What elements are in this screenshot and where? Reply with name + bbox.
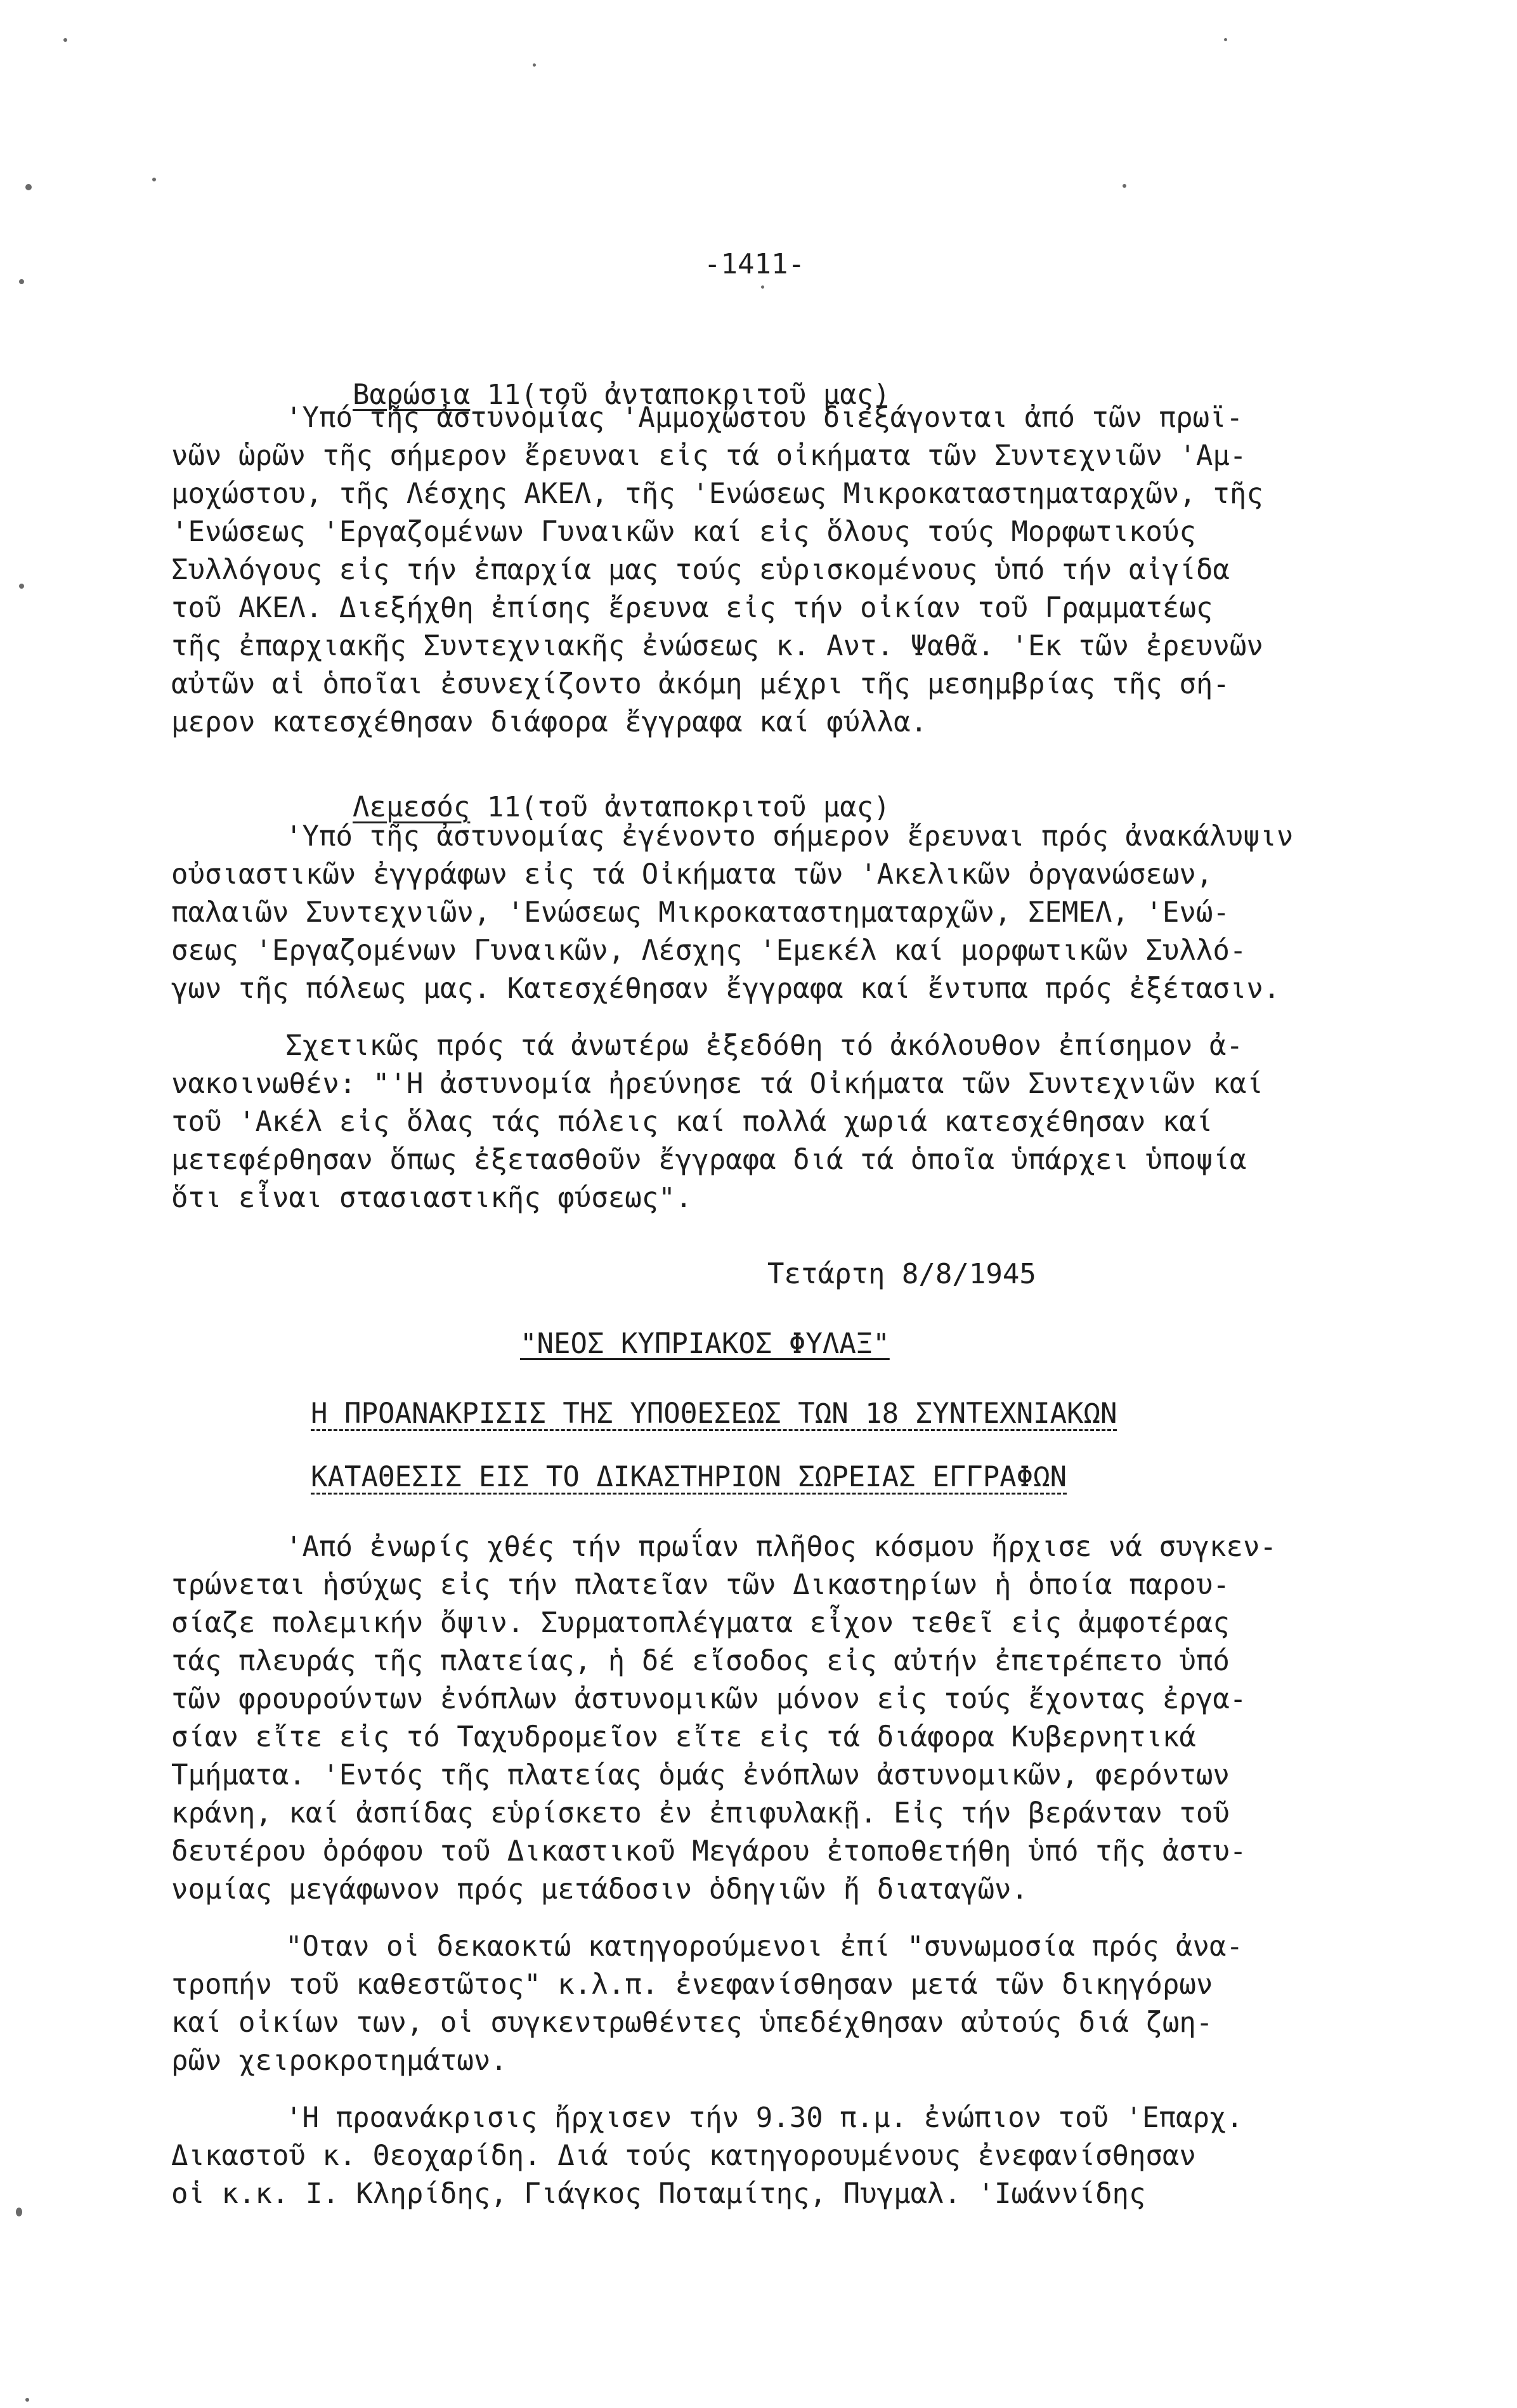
scan-speck	[1123, 184, 1126, 188]
headline-line: Η ΠΡΟΑΝΑΚΡΙΣΙΣ ΤΗΣ ΥΠΟΘΕΣΕΩΣ ΤΩΝ 18 ΣΥΝΤΕΧΝΙΑΚΩΝ	[311, 1397, 1117, 1430]
scan-speck	[533, 63, 536, 67]
text-line: 'Από ἐνωρίς χθές τήν πρωΐαν πλῆθος κόσμου ἤρχισε νά συγκεν-	[285, 1531, 1277, 1563]
text-line: ὅτι εἶναι στασιαστικῆς φύσεως".	[171, 1182, 693, 1214]
text-line: νῶν ὡρῶν τῆς σήμερον ἔρευναι εἰς τά οἰκήματα τῶν Συντεχνιῶν 'Αμ-	[171, 440, 1247, 472]
scan-speck	[19, 279, 24, 284]
dateline: Βαρώσια	[352, 379, 471, 411]
text-line: σεως 'Εργαζομένων Γυναικῶν, Λέσχης 'Εμεκέλ καί μορφωτικῶν Συλλό-	[171, 934, 1247, 967]
text-line: 'Η προανάκρισις ἤρχισεν τήν 9.30 π.μ. ἐνώπιον τοῦ 'Επαρχ.	[285, 2102, 1243, 2134]
text-line: νομίας μεγάφωνον πρός μετάδοσιν ὁδηγιῶν ἤ διαταγῶν.	[171, 1873, 1029, 1906]
text-line: οὐσιαστικῶν ἐγγράφων εἰς τά Οἰκήματα τῶν 'Ακελικῶν ὀργανώσεων,	[171, 858, 1213, 891]
scan-speck	[63, 38, 67, 42]
text-line: τῶν φρουρούντων ἐνόπλων ἀστυνομικῶν μόνον εἰς τούς ἔχοντας ἐργα-	[171, 1683, 1247, 1715]
text-line: αὐτῶν αἱ ὁποῖαι ἐσυνεχίζοντο ἀκόμη μέχρι τῆς μεσημβρίας τῆς σή-	[171, 668, 1230, 700]
text-line: τάς πλευράς τῆς πλατείας, ἡ δέ εἴσοδος εἰς αὐτήν ἐπετρέπετο ὑπό	[171, 1645, 1230, 1677]
scan-speck	[16, 2208, 22, 2216]
text-line: μετεφέρθησαν ὅπως ἐξετασθοῦν ἔγγραφα διά τά ὁποῖα ὑπάρχει ὑποψία	[171, 1144, 1247, 1176]
text-line: νακοινωθέν: "'Η ἀστυνομία ἠρεύνησε τά Οἰκήματα τῶν Συντεχνιῶν καί	[171, 1068, 1263, 1100]
text-line: τοῦ ΑΚΕΛ. Διεξήχθη ἐπίσης ἔρευνα εἰς τήν οἰκίαν τοῦ Γραμματέως	[171, 592, 1213, 624]
text-line: οἱ κ.κ. Ι. Κληρίδης, Γιάγκος Ποταμίτης, Πυγμαλ. 'Ιωάννίδης	[171, 2178, 1146, 2210]
scan-speck	[761, 285, 764, 289]
text-line: σίαζε πολεμικήν ὄψιν. Συρματοπλέγματα εἶχον τεθεῖ εἰς ἀμφοτέρας	[171, 1607, 1230, 1639]
page-number: -1411-	[704, 248, 805, 280]
text-line: 'Υπό τῆς ἀστυνομίας ἐγένοντο σήμερον ἔρευναι πρός ἀνακάλυψιν	[285, 820, 1294, 853]
text-line: δευτέρου ὀρόφου τοῦ Δικαστικοῦ Μεγάρου ἐτοποθετήθη ὑπό τῆς ἀστυ-	[171, 1835, 1247, 1868]
text-line: παλαιῶν Συντεχνιῶν, 'Ενώσεως Μικροκαταστηματαρχῶν, ΣΕΜΕΛ, 'Ενώ-	[171, 896, 1230, 929]
text-line: 'Ενώσεως 'Εργαζομένων Γυναικῶν καί εἰς ὅλους τούς Μορφωτικούς	[171, 516, 1196, 548]
text-line: τροπήν τοῦ καθεστῶτος" κ.λ.π. ἐνεφανίσθησαν μετά τῶν δικηγόρων	[171, 1968, 1213, 2001]
text-line: Τμήματα. 'Εντός τῆς πλατείας ὁμάς ἐνόπλων ἀστυνομικῶν, φερόντων	[171, 1759, 1230, 1791]
source-note: 11(τοῦ ἀνταποκριτοῦ μας)	[470, 379, 890, 411]
headline-line: ΚΑΤΑΘΕΣΙΣ ΕΙΣ ΤΟ ΔΙΚΑΣΤΗΡΙΟΝ ΣΩΡΕΙΑΣ ΕΓΓΡΑΦΩΝ	[311, 1461, 1067, 1493]
scan-speck	[25, 184, 32, 190]
text-line: καί οἰκίων των, οἱ συγκεντρωθέντες ὑπεδέχθησαν αὐτούς διά ζωη-	[171, 2006, 1213, 2039]
text-line: τοῦ 'Ακέλ εἰς ὅλας τάς πόλεις καί πολλά χωριά κατεσχέθησαν καί	[171, 1106, 1213, 1138]
date-line: Τετάρτη 8/8/1945	[767, 1258, 1036, 1290]
source-note: 11(τοῦ ἀνταποκριτοῦ μας)	[470, 791, 890, 823]
text-line: Δικαστοῦ κ. Θεοχαρίδη. Διά τούς κατηγορουμένους ἐνεφανίσθησαν	[171, 2140, 1196, 2172]
scan-speck	[19, 584, 24, 589]
text-line: γων τῆς πόλεως μας. Κατεσχέθησαν ἔγγραφα καί ἔντυπα πρός ἐξέτασιν.	[171, 972, 1280, 1005]
text-line: "Οταν οἱ δεκαοκτώ κατηγορούμενοι ἐπί "συνωμοσία πρός ἀνα-	[285, 1930, 1243, 1963]
dateline: Λεμεσός	[352, 791, 471, 823]
text-line: μοχώστου, τῆς Λέσχης ΑΚΕΛ, τῆς 'Ενώσεως Μικροκαταστηματαρχῶν, τῆς	[171, 478, 1263, 510]
text-line: κράνη, καί ἀσπίδας εὑρίσκετο ἐν ἐπιφυλακῇ. Εἰς τήν βεράνταν τοῦ	[171, 1797, 1230, 1829]
scan-speck	[152, 178, 156, 181]
text-line: τρώνεται ἡσύχως εἰς τήν πλατεῖαν τῶν Δικαστηρίων ἡ ὁποία παρου-	[171, 1569, 1230, 1601]
scan-speck	[25, 2398, 29, 2402]
text-line: μερον κατεσχέθησαν διάφορα ἔγγραφα καί φύλλα.	[171, 706, 928, 738]
text-line: ρῶν χειροκροτημάτων.	[171, 2045, 507, 2077]
text-line: Σχετικῶς πρός τά ἀνωτέρω ἐξεδόθη τό ἀκόλουθον ἐπίσημον ἀ-	[285, 1030, 1243, 1062]
text-line: Συλλόγους εἰς τήν ἐπαρχία μας τούς εὑρισκομένους ὑπό τήν αἰγίδα	[171, 554, 1230, 586]
text-line: 'Υπό τῆς ἀστυνομίας 'Αμμοχώστου διεξάγονται ἀπό τῶν πρωϊ-	[285, 402, 1243, 434]
text-line: τῆς ἐπαρχιακῆς Συντεχνιακῆς ἐνώσεως κ. Αντ. Ψαθᾶ. 'Εκ τῶν ἐρευνῶν	[171, 630, 1263, 662]
newspaper-name: "ΝΕΟΣ ΚΥΠΡΙΑΚΟΣ ΦΥΛΑΞ"	[520, 1328, 890, 1360]
text-line: σίαν εἴτε εἰς τό Ταχυδρομεῖον εἴτε εἰς τά διάφορα Κυβερνητικά	[171, 1721, 1196, 1753]
scan-speck	[1224, 38, 1227, 41]
